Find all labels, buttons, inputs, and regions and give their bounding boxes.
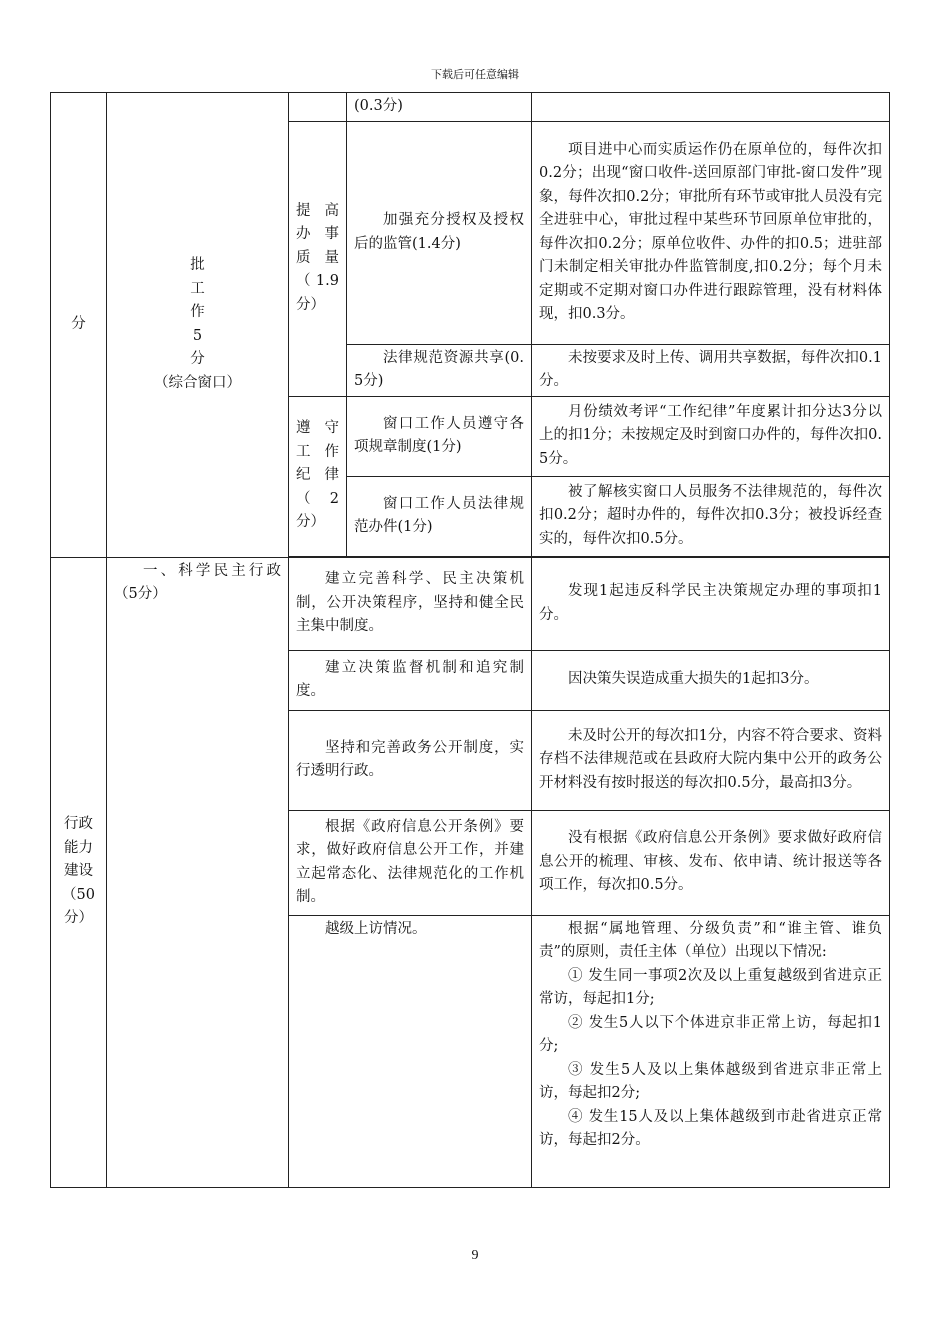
subcategory-cell: 一、科学民主行政（5分） [107, 557, 289, 1187]
item-cell: 加强充分授权及授权后的监管(1.4分) [347, 121, 532, 344]
category-cell: 分 [51, 93, 107, 558]
item-cell: (0.3分) [347, 93, 532, 122]
item-cell: 根据《政府信息公开条例》要求，做好政府信息公开工作，并建立起常态化、法律规范化的工作机制。 [289, 810, 532, 915]
rule-cell: 没有根据《政府信息公开条例》要求做好政府信息公开的梳理、审核、发布、依申请、统计报送等各项工作，每次扣0.5分。 [532, 810, 890, 915]
subcategory-line: 批 [190, 257, 205, 274]
rule-cell: 未按要求及时上传、调用共享数据，每件次扣0.1分。 [532, 344, 890, 396]
category-line: （50 [62, 886, 95, 903]
item-cell: 建立决策监督机制和追究制度。 [289, 650, 532, 710]
subcategory-line: 5 [192, 327, 203, 344]
group-label-cell: 遵 守 工 作 纪 律 （ 2 分） [289, 396, 347, 556]
item-cell: 越级上访情况。 [289, 915, 532, 1187]
item-cell: 窗口工作人员法律规范办件(1分) [347, 476, 532, 556]
rule-cell [532, 93, 890, 122]
category-line: 能力 [64, 839, 93, 856]
rule-cell: 被了解核实窗口人员服务不法律规范的，每件次扣0.2分；超时办件的，每件次扣0.3分；被投诉经查实的，每件次扣0.5分。 [532, 476, 890, 556]
page-number: 9 [471, 1248, 479, 1263]
rule-point: ④ 发生15人及以上集体越级到市赴省进京正常访，每起扣2分。 [539, 1108, 882, 1148]
category-line: 分） [64, 910, 93, 927]
table-row [51, 557, 890, 650]
item-cell: 窗口工作人员遵守各项规章制度(1分) [347, 396, 532, 476]
group-label-cell: 提 高 办 事 质 量 （1.9 分） [289, 121, 347, 396]
rule-cell [532, 915, 890, 1187]
subcategory-line: 作 [190, 304, 205, 321]
rule-point: ② 发生5人以下个体进京非正常上访，每起扣1分; [539, 1014, 882, 1054]
rule-cell: 未及时公开的每次扣1分，内容不符合要求、资料存档不法律规范或在县政府大院内集中公开的政务公开材料没有按时报送的每次扣0.5分，最高扣3分。 [532, 710, 890, 810]
rule-intro: 根据“属地管理、分级负责”和“谁主管、谁负责”的原则，责任主体（单位）出现以下情况: [539, 920, 882, 960]
subcategory-cell [107, 93, 289, 558]
assessment-table [50, 92, 890, 1188]
category-cell [51, 557, 107, 1187]
category-line: 建设 [64, 863, 93, 880]
rule-cell: 发现1起违反科学民主决策规定办理的事项扣1分。 [532, 557, 890, 650]
rule-point: ① 发生同一事项2次及以上重复越级到省进京正常访，每起扣1分; [539, 967, 882, 1007]
table-row [51, 93, 890, 122]
rule-cell: 项目进中心而实质运作仍在原单位的，每件次扣0.2分；出现“窗口收件-送回原部门审批-窗口发件”现象，每件次扣0.2分；审批所有环节或审批人员没有完全进驻中心，审批过程中某些环节回原单位审批的，每件次扣0.2分；原单位收件、办件的扣0.5；进驻部门未制定相关审批办件监管制度,扣0.2分；每个月未定期或不定期对窗口办件进行跟踪管理，没有材料体现，扣0.3分。 [532, 121, 890, 344]
rule-cell: 月份绩效考评“工作纪律”年度累计扣分达3分以上的扣1分；未按规定及时到窗口办件的，每件次扣0.5分。 [532, 396, 890, 476]
rule-cell: 因决策失误造成重大损失的1起扣3分。 [532, 650, 890, 710]
group-cell-empty [289, 93, 347, 122]
subcategory-line: 分 [190, 351, 205, 368]
item-cell: 坚持和完善政务公开制度，实行透明行政。 [289, 710, 532, 810]
page-header: 下载后可任意编辑 [431, 68, 519, 81]
subcategory-line: 工 [190, 280, 205, 297]
category-line: 行政 [64, 816, 93, 833]
item-cell: 建立完善科学、民主决策机制，公开决策程序，坚持和健全民主集中制度。 [289, 557, 532, 650]
rule-point: ③ 发生5人及以上集体越级到省进京非正常上访，每起扣2分; [539, 1061, 882, 1101]
subcategory-line: （综合窗口） [154, 374, 241, 391]
item-cell: 法律规范资源共享(0.5分) [347, 344, 532, 396]
